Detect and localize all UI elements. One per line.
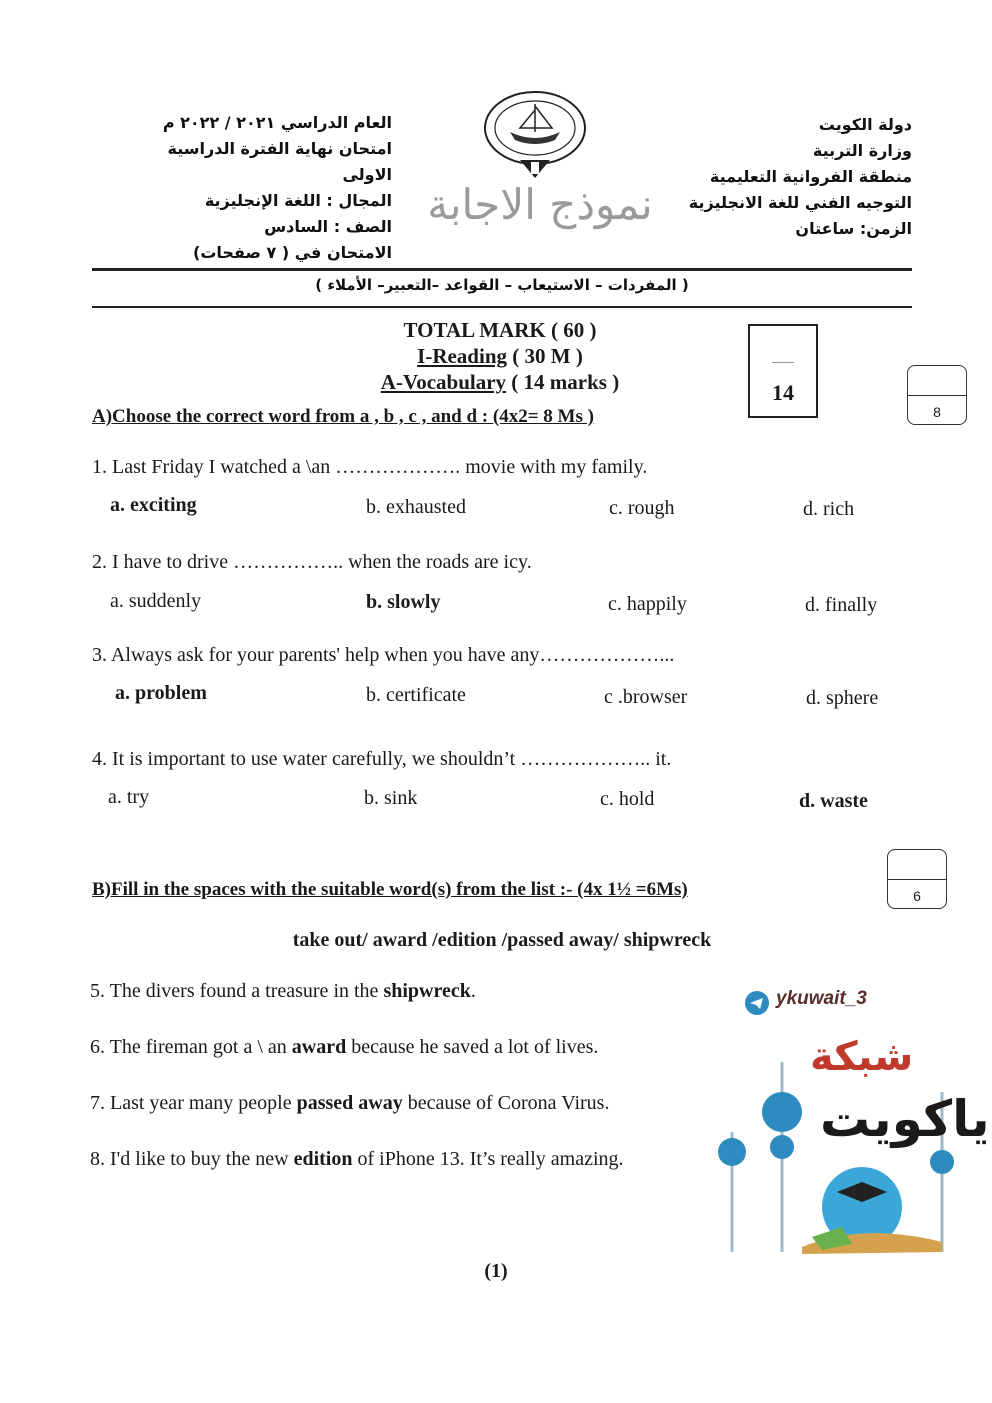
header-pages: الامتحان في ( ٧ صفحات) (193, 243, 392, 262)
vocabulary-marks: ( 14 marks ) (506, 370, 620, 394)
logo-text-bottom: ياكويت (820, 1090, 990, 1148)
question-1: 1. Last Friday I watched a \an ………………. movie with my family. (92, 456, 648, 478)
answer-model-stamp: نموذج الاجابة (427, 180, 653, 229)
q2-option-d: d. finally (805, 594, 878, 616)
q2-option-c: c. happily (608, 593, 687, 615)
sentence-6-pre: 6. The fireman got a \ an (90, 1036, 292, 1058)
mark-box-line (772, 362, 794, 363)
sentence-5-pre: 5. The divers found a treasure in the (90, 980, 384, 1002)
section-b-score-box (887, 849, 947, 909)
reading-title (300, 344, 700, 369)
page-number: (1) (484, 1260, 508, 1282)
q2-option-a: a. suddenly (110, 590, 202, 612)
header-district: منطقة الفروانية التعليمية (709, 167, 912, 186)
section-a-score: 8 (933, 404, 941, 420)
sentence-5-answer: shipwreck (383, 980, 471, 1002)
kuwait-emblem-icon (480, 88, 590, 183)
q4-option-d: d. waste (799, 790, 868, 812)
telegram-handle: ykuwait_3 (776, 988, 867, 1009)
sentence-7-pre: 7. Last year many people (90, 1092, 297, 1114)
vocabulary-title (300, 370, 700, 395)
q4-option-c: c. hold (600, 788, 655, 810)
word-list: take out/ award /edition /passed away/ shipwreck (292, 929, 712, 951)
q3-option-c: c .browser (604, 686, 688, 708)
sentence-8-answer: edition (293, 1148, 353, 1170)
header-time: الزمن: ساعتان (795, 219, 912, 238)
header-left (130, 110, 392, 266)
header-country: دولة الكويت (818, 115, 912, 134)
mark-box-value: 14 (772, 380, 794, 405)
header-divider-bottom (92, 306, 912, 308)
q4-option-a: a. try (108, 786, 150, 808)
sentence-5-post: . (470, 980, 476, 1002)
q4-option-b: b. sink (364, 787, 418, 809)
logo-text-top: شبكة (810, 1034, 914, 1080)
header-subject: المجال : اللغة الإنجليزية (204, 191, 392, 210)
reading-label: I-Reading (417, 344, 508, 368)
sentence-8-post: of iPhone 13. It’s really amazing. (352, 1148, 624, 1170)
sentence-5 (90, 980, 476, 1003)
section-b-score: 6 (913, 888, 921, 904)
sentence-8 (90, 1148, 624, 1171)
total-mark-title: TOTAL MARK ( 60 ) (403, 318, 597, 342)
header-department: التوجيه الفني للغة الانجليزية (688, 193, 912, 212)
q3-option-b: b. certificate (366, 684, 466, 706)
section-a-score-box (907, 365, 967, 425)
header-year: العام الدراسي ٢٠٢١ / ٢٠٢٢ م (162, 113, 392, 132)
sentence-6-answer: award (291, 1036, 347, 1058)
q1-option-b: b. exhausted (366, 496, 466, 518)
vocabulary-mark-box (748, 324, 818, 418)
question-4: 4. It is important to use water carefully, we shouldn’t ……………….. it. (92, 748, 672, 770)
vocabulary-label: A-Vocabulary (380, 370, 507, 394)
reading-marks: ( 30 M ) (507, 344, 583, 368)
q2-option-b: b. slowly (366, 591, 441, 613)
q1-option-a: a. exciting (110, 494, 197, 516)
header-divider-top (92, 268, 912, 271)
header-grade: الصف : السادس (264, 217, 392, 236)
subjects-line: ( المفردات – الاستيعاب – القواعد –التعبير– الأملاء ) (315, 276, 689, 294)
q3-option-d: d. sphere (806, 687, 879, 709)
header-ministry: وزارة التربية (812, 141, 912, 160)
sentence-8-pre: 8. I'd like to buy the new (90, 1148, 294, 1170)
header-right (652, 112, 912, 242)
section-a-instruction: A)Choose the correct word from a , b , c , and d : (4x2= 8 Ms ) (92, 406, 594, 427)
section-b-instruction: B)Fill in the spaces with the suitable word(s) from the list :- (4x 1½ =6Ms) (92, 879, 688, 900)
q1-option-d: d. rich (803, 498, 855, 520)
sentence-7 (90, 1092, 609, 1115)
question-3: 3. Always ask for your parents' help when you have any………………... (92, 644, 675, 666)
q1-option-c: c. rough (609, 497, 675, 519)
sentence-6-post: because he saved a lot of lives. (346, 1036, 599, 1058)
sentence-7-answer: passed away (296, 1092, 403, 1114)
sentence-7-post: because of Corona Virus. (402, 1092, 610, 1114)
q3-option-a: a. problem (115, 682, 207, 704)
telegram-icon (744, 990, 770, 1016)
header-exam: امتحان نهاية الفترة الدراسية الاولى (167, 139, 392, 184)
question-2: 2. I have to drive …………….. when the roads are icy. (92, 551, 532, 573)
sentence-6 (90, 1036, 598, 1059)
